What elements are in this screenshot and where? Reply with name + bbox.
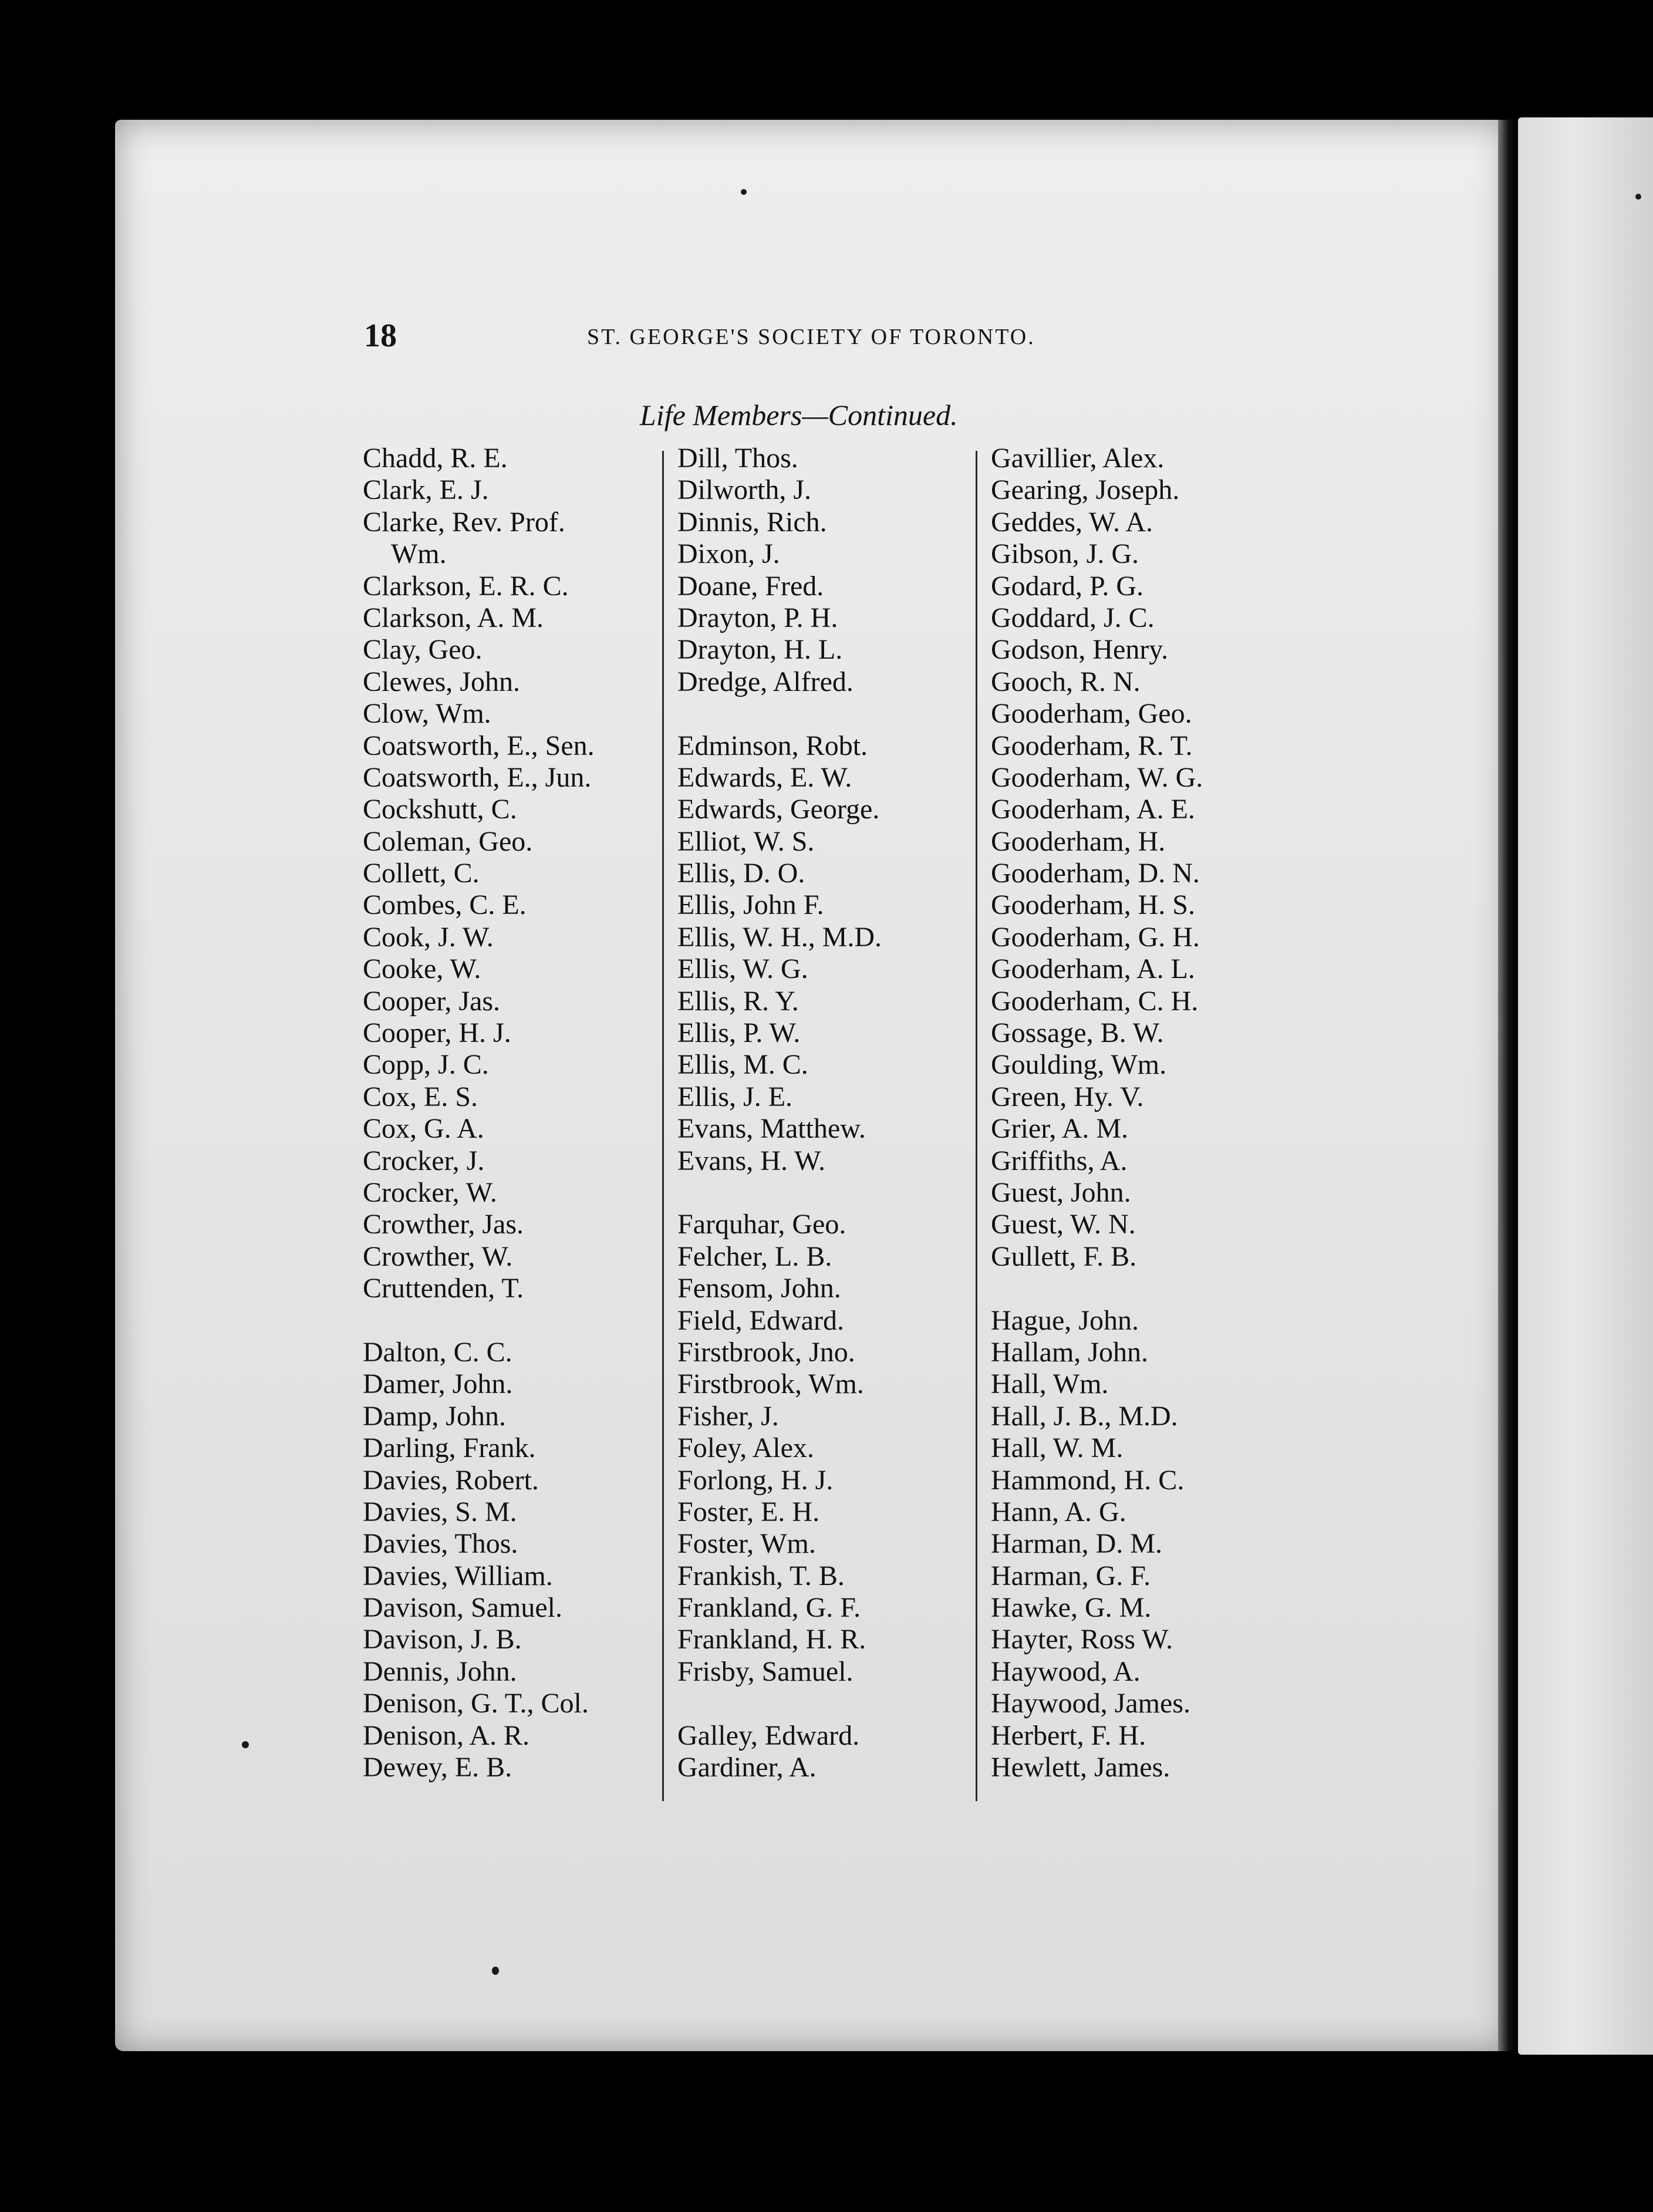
member-entry: Grier, A. M. bbox=[991, 1113, 1129, 1145]
member-entry: Wm. bbox=[391, 538, 447, 570]
member-entry: Evans, H. W. bbox=[677, 1145, 825, 1176]
member-entry: Fisher, J. bbox=[677, 1400, 779, 1432]
member-entry: Crocker, W. bbox=[363, 1176, 497, 1208]
member-entry: Frankland, H. R. bbox=[677, 1624, 866, 1655]
member-entry: Crowther, W. bbox=[363, 1240, 513, 1272]
column-spacer bbox=[677, 1177, 971, 1209]
member-entry: Frisby, Samuel. bbox=[677, 1655, 854, 1687]
member-entry: Gooch, R. N. bbox=[991, 666, 1141, 697]
member-entry: Cooper, Jas. bbox=[363, 985, 501, 1017]
scan-speck bbox=[242, 1741, 249, 1748]
scan-speck bbox=[492, 1967, 499, 1975]
member-entry: Dalton, C. C. bbox=[363, 1336, 512, 1368]
member-column-3 bbox=[991, 443, 1296, 1783]
column-spacer bbox=[677, 1688, 971, 1719]
page-gutter bbox=[1498, 120, 1516, 2051]
member-entry: Godson, Henry. bbox=[991, 634, 1169, 666]
member-entry: Ellis, W. G. bbox=[677, 953, 808, 985]
member-entry: Hague, John. bbox=[991, 1304, 1139, 1336]
member-entry: Haywood, A. bbox=[991, 1655, 1141, 1687]
member-entry: Gooderham, C. H. bbox=[991, 985, 1199, 1017]
member-entry: Ellis, W. H., M.D. bbox=[677, 921, 882, 953]
member-entry: Herbert, F. H. bbox=[991, 1719, 1146, 1751]
member-entry: Cooper, H. J. bbox=[363, 1017, 511, 1049]
member-entry: Gibson, J. G. bbox=[991, 538, 1139, 570]
member-entry: Cox, E. S. bbox=[363, 1081, 478, 1112]
member-entry: Galley, Edward. bbox=[677, 1719, 860, 1751]
member-entry: Foster, E. H. bbox=[677, 1496, 820, 1528]
member-entry: Gooderham, A. L. bbox=[991, 953, 1195, 985]
member-entry: Combes, C. E. bbox=[363, 889, 527, 921]
member-entry: Denison, G. T., Col. bbox=[363, 1688, 589, 1719]
member-entry: Cooke, W. bbox=[363, 953, 481, 985]
column-spacer bbox=[363, 1305, 656, 1337]
member-entry: Gavillier, Alex. bbox=[991, 443, 1165, 474]
member-entry: Ellis, P. W. bbox=[677, 1017, 801, 1049]
member-entry: Cruttenden, T. bbox=[363, 1273, 524, 1304]
member-entry: Cook, J. W. bbox=[363, 921, 494, 953]
member-entry: Godard, P. G. bbox=[991, 570, 1143, 602]
member-entry: Fensom, John. bbox=[677, 1273, 841, 1304]
member-entry: Ellis, M. C. bbox=[677, 1049, 808, 1081]
member-entry: Hammond, H. C. bbox=[991, 1464, 1185, 1496]
member-entry: Gearing, Joseph. bbox=[991, 474, 1180, 506]
member-entry: Gooderham, D. N. bbox=[991, 858, 1200, 889]
member-entry: Gullett, F. B. bbox=[991, 1240, 1137, 1272]
section-title: Life Members—Continued. bbox=[640, 399, 958, 431]
member-entry: Frankish, T. B. bbox=[677, 1560, 845, 1591]
member-entry: Dredge, Alfred. bbox=[677, 666, 854, 697]
member-entry: Farquhar, Geo. bbox=[677, 1209, 846, 1240]
member-entry: Felcher, L. B. bbox=[677, 1240, 832, 1272]
member-entry: Hall, Wm. bbox=[991, 1368, 1109, 1400]
member-entry: Gooderham, H. bbox=[991, 825, 1166, 857]
member-entry: Guest, John. bbox=[991, 1176, 1131, 1208]
member-entry: Dixon, J. bbox=[677, 538, 780, 570]
member-entry: Drayton, P. H. bbox=[677, 602, 838, 633]
member-entry: Clay, Geo. bbox=[363, 634, 483, 666]
member-entry: Ellis, R. Y. bbox=[677, 985, 799, 1017]
member-entry: Foster, Wm. bbox=[677, 1528, 816, 1560]
member-entry: Firstbrook, Jno. bbox=[677, 1336, 855, 1368]
member-entry: Griffiths, A. bbox=[991, 1145, 1128, 1176]
member-entry: Davies, Thos. bbox=[363, 1528, 518, 1560]
member-entry: Clow, Wm. bbox=[363, 698, 491, 730]
member-entry: Dill, Thos. bbox=[677, 443, 798, 474]
member-entry: Copp, J. C. bbox=[363, 1049, 489, 1081]
member-entry: Guest, W. N. bbox=[991, 1209, 1136, 1240]
column-divider bbox=[662, 451, 664, 1801]
member-entry: Chadd, R. E. bbox=[363, 443, 508, 474]
member-entry: Denison, A. R. bbox=[363, 1719, 530, 1751]
member-entry: Haywood, James. bbox=[991, 1688, 1190, 1719]
member-entry: Clarke, Rev. Prof. bbox=[363, 506, 565, 538]
member-entry: Dinnis, Rich. bbox=[677, 506, 827, 538]
member-entry: Ellis, J. E. bbox=[677, 1081, 793, 1112]
member-entry: Clarkson, A. M. bbox=[363, 602, 544, 633]
member-entry: Collett, C. bbox=[363, 858, 480, 889]
member-entry: Green, Hy. V. bbox=[991, 1081, 1144, 1112]
member-entry: Ellis, John F. bbox=[677, 889, 824, 921]
member-entry: Gardiner, A. bbox=[677, 1752, 817, 1783]
member-entry: Firstbrook, Wm. bbox=[677, 1368, 864, 1400]
member-entry: Frankland, G. F. bbox=[677, 1592, 861, 1624]
member-entry: Elliot, W. S. bbox=[677, 825, 815, 857]
scan-speck bbox=[1635, 194, 1641, 200]
member-entry: Crocker, J. bbox=[363, 1145, 485, 1176]
member-entry: Hewlett, James. bbox=[991, 1752, 1170, 1783]
member-entry: Clarkson, E. R. C. bbox=[363, 570, 569, 602]
member-entry: Coatsworth, E., Sen. bbox=[363, 730, 595, 761]
member-entry: Coleman, Geo. bbox=[363, 825, 533, 857]
member-entry: Edminson, Robt. bbox=[677, 730, 868, 761]
member-entry: Damer, John. bbox=[363, 1368, 513, 1400]
member-entry: Field, Edward. bbox=[677, 1304, 844, 1336]
member-entry: Damp, John. bbox=[363, 1400, 506, 1432]
adjacent-page-edge bbox=[1518, 117, 1653, 2055]
page-number: 18 bbox=[364, 318, 397, 354]
member-entry: Doane, Fred. bbox=[677, 570, 824, 602]
member-column-1 bbox=[363, 443, 656, 1783]
member-entry: Hallam, John. bbox=[991, 1336, 1148, 1368]
member-entry: Edwards, George. bbox=[677, 794, 880, 825]
member-entry: Harman, G. F. bbox=[991, 1560, 1151, 1591]
member-entry: Clark, E. J. bbox=[363, 474, 489, 506]
member-entry: Darling, Frank. bbox=[363, 1432, 536, 1464]
member-entry: Davies, William. bbox=[363, 1560, 553, 1591]
member-entry: Foley, Alex. bbox=[677, 1432, 814, 1464]
member-column-2 bbox=[677, 443, 971, 1783]
column-spacer bbox=[677, 698, 971, 730]
page-header bbox=[364, 317, 1068, 358]
member-entry: Hall, J. B., M.D. bbox=[991, 1400, 1178, 1432]
member-entry: Clewes, John. bbox=[363, 666, 520, 697]
column-divider bbox=[976, 451, 977, 1801]
column-spacer bbox=[991, 1273, 1296, 1304]
member-entry: Davison, J. B. bbox=[363, 1624, 522, 1655]
member-entry: Ellis, D. O. bbox=[677, 858, 805, 889]
member-entry: Davison, Samuel. bbox=[363, 1592, 562, 1624]
scan-speck bbox=[741, 189, 747, 195]
member-entry: Goulding, Wm. bbox=[991, 1049, 1167, 1081]
member-entry: Geddes, W. A. bbox=[991, 506, 1153, 538]
member-entry: Dilworth, J. bbox=[677, 474, 811, 506]
member-entry: Coatsworth, E., Jun. bbox=[363, 761, 592, 793]
member-entry: Davies, S. M. bbox=[363, 1496, 517, 1528]
member-entry: Gossage, B. W. bbox=[991, 1017, 1164, 1049]
running-head: ST. GEORGE'S SOCIETY OF TORONTO. bbox=[587, 325, 1035, 349]
member-entry: Edwards, E. W. bbox=[677, 761, 852, 793]
member-entry: Hawke, G. M. bbox=[991, 1592, 1152, 1624]
member-entry: Goddard, J. C. bbox=[991, 602, 1155, 633]
member-entry: Crowther, Jas. bbox=[363, 1209, 524, 1240]
member-entry: Evans, Matthew. bbox=[677, 1113, 866, 1145]
member-entry: Gooderham, R. T. bbox=[991, 730, 1193, 761]
member-entry: Gooderham, Geo. bbox=[991, 698, 1192, 730]
member-entry: Gooderham, H. S. bbox=[991, 889, 1195, 921]
member-entry: Gooderham, W. G. bbox=[991, 761, 1203, 793]
member-entry: Gooderham, G. H. bbox=[991, 921, 1200, 953]
member-entry: Davies, Robert. bbox=[363, 1464, 539, 1496]
member-entry: Hann, A. G. bbox=[991, 1496, 1126, 1528]
member-entry: Harman, D. M. bbox=[991, 1528, 1162, 1560]
member-entry: Gooderham, A. E. bbox=[991, 794, 1195, 825]
member-entry: Cockshutt, C. bbox=[363, 794, 517, 825]
member-entry: Dennis, John. bbox=[363, 1655, 517, 1687]
member-entry: Dewey, E. B. bbox=[363, 1752, 512, 1783]
member-entry: Drayton, H. L. bbox=[677, 634, 843, 666]
member-entry: Forlong, H. J. bbox=[677, 1464, 834, 1496]
member-entry: Hayter, Ross W. bbox=[991, 1624, 1173, 1655]
member-entry: Hall, W. M. bbox=[991, 1432, 1124, 1464]
member-entry: Cox, G. A. bbox=[363, 1113, 484, 1145]
